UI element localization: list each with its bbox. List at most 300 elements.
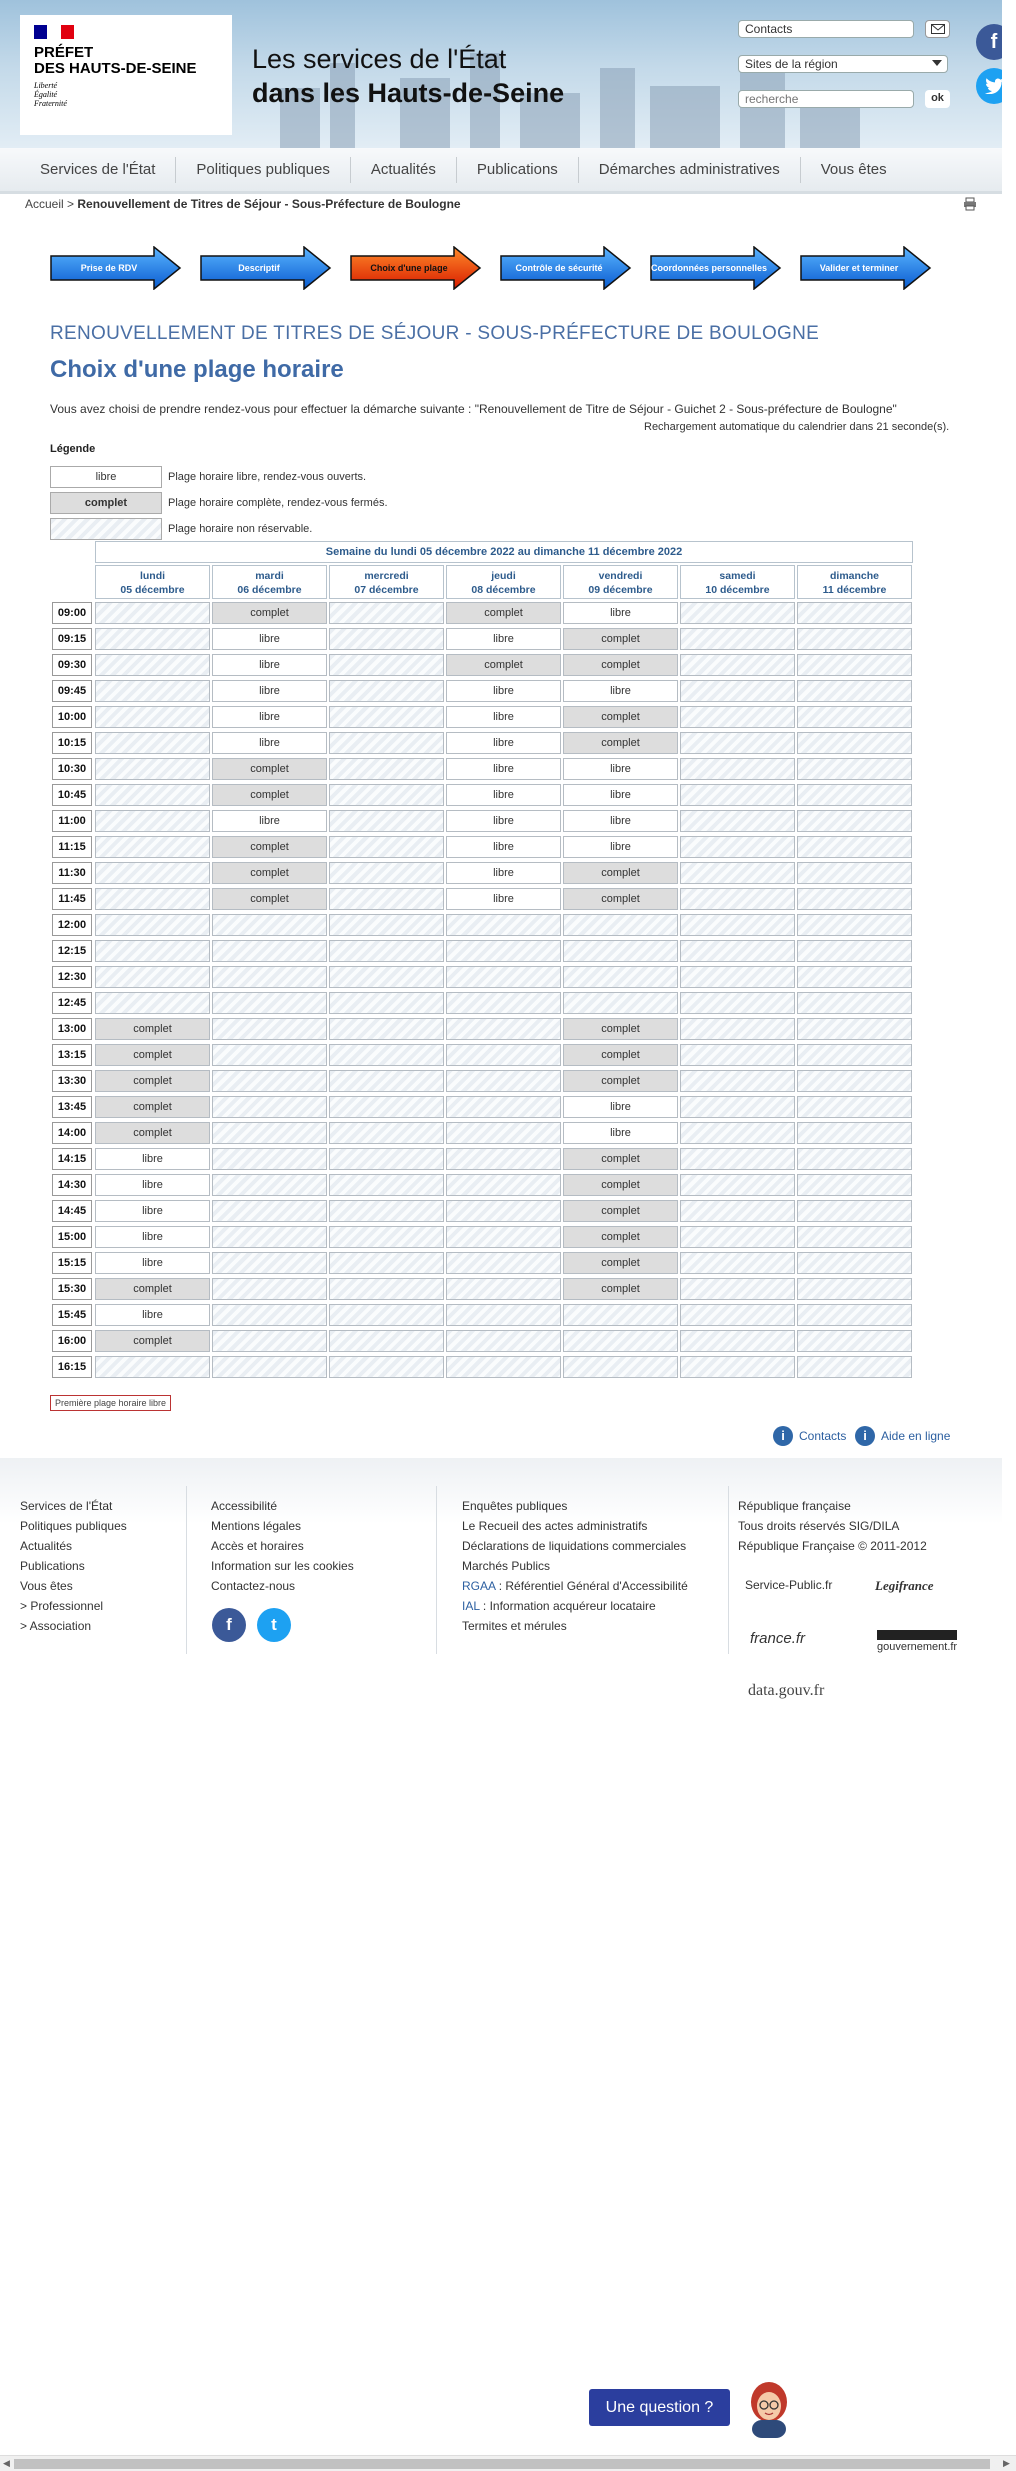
slot-unavailable bbox=[212, 914, 327, 936]
slot-unavailable bbox=[329, 966, 444, 988]
slot-unavailable bbox=[680, 940, 795, 962]
time-label: 10:00 bbox=[52, 706, 92, 728]
slot-unavailable bbox=[212, 1252, 327, 1274]
horizontal-scrollbar[interactable] bbox=[0, 2455, 1016, 2471]
contacts-help-link[interactable]: i Contacts bbox=[773, 1426, 846, 1446]
slot-unavailable bbox=[680, 1278, 795, 1300]
footer-link[interactable]: Actualités bbox=[20, 1539, 73, 1553]
slot-unavailable bbox=[446, 914, 561, 936]
step-descriptif[interactable] bbox=[200, 246, 332, 290]
step-label: Valider et terminer bbox=[819, 263, 899, 273]
footer-link[interactable]: Enquêtes publiques bbox=[462, 1499, 568, 1513]
slot-full: complet bbox=[563, 888, 678, 910]
reload-seconds: 21 bbox=[876, 421, 889, 433]
day-header: lundi 05 décembre bbox=[95, 565, 210, 599]
slot-unavailable bbox=[680, 1226, 795, 1248]
step-label: Prise de RDV bbox=[80, 263, 138, 273]
day-header: vendredi 09 décembre bbox=[563, 565, 678, 599]
page-title: Choix d'une plage horaire bbox=[50, 356, 344, 383]
time-label: 15:15 bbox=[52, 1252, 92, 1274]
slot-unavailable bbox=[680, 1356, 795, 1378]
footer-twitter-icon[interactable]: t bbox=[257, 1608, 291, 1642]
footer-link[interactable]: Contactez-nous bbox=[211, 1579, 296, 1593]
slot-full: complet bbox=[212, 862, 327, 884]
slot-unavailable bbox=[797, 1278, 912, 1300]
footer-link[interactable]: Politiques publiques bbox=[20, 1519, 127, 1533]
slot-unavailable bbox=[680, 1304, 795, 1326]
step-label: Choix d'une plage bbox=[370, 263, 448, 273]
slot-unavailable bbox=[680, 1252, 795, 1274]
time-label: 10:15 bbox=[52, 732, 92, 754]
footer-text: République française bbox=[738, 1499, 851, 1513]
slot-full: complet bbox=[95, 1278, 210, 1300]
slot-unavailable bbox=[329, 1018, 444, 1040]
slot-free[interactable]: libre bbox=[212, 810, 327, 832]
slot-full: complet bbox=[563, 1044, 678, 1066]
slot-unavailable bbox=[329, 1252, 444, 1274]
slot-unavailable bbox=[329, 1070, 444, 1092]
slot-free[interactable]: libre bbox=[95, 1304, 210, 1326]
breadcrumb-separator: > bbox=[67, 197, 75, 211]
nav-item-politiques[interactable]: Politiques publiques bbox=[176, 157, 350, 183]
mail-icon[interactable] bbox=[925, 20, 950, 38]
footer-col-1 bbox=[20, 1496, 127, 1636]
slot-unavailable bbox=[95, 836, 210, 858]
slot-unavailable bbox=[797, 784, 912, 806]
slot-unavailable bbox=[797, 1226, 912, 1248]
time-label: 11:30 bbox=[52, 862, 92, 884]
slot-unavailable bbox=[446, 1226, 561, 1248]
footer-link[interactable]: Marchés Publics bbox=[462, 1559, 551, 1573]
slot-unavailable bbox=[329, 940, 444, 962]
slot-unavailable bbox=[680, 758, 795, 780]
slot-full: complet bbox=[446, 654, 561, 676]
time-label: 10:30 bbox=[52, 758, 92, 780]
reload-notice: Rechargement automatique du calendrier dans 21 seconde(s). bbox=[644, 421, 950, 433]
slot-free[interactable]: libre bbox=[446, 680, 561, 702]
slot-free[interactable]: libre bbox=[212, 628, 327, 650]
slot-full: complet bbox=[95, 1018, 210, 1040]
slot-unavailable bbox=[680, 706, 795, 728]
slot-unavailable bbox=[797, 1070, 912, 1092]
slot-free[interactable]: libre bbox=[95, 1174, 210, 1196]
chevron-down-icon[interactable] bbox=[925, 55, 948, 73]
legend-na-swatch bbox=[50, 518, 162, 540]
footer-col-2 bbox=[211, 1496, 354, 1596]
slot-unavailable bbox=[680, 1174, 795, 1196]
slot-unavailable bbox=[797, 888, 912, 910]
slot-full: complet bbox=[212, 836, 327, 858]
facebook-icon[interactable]: f bbox=[976, 24, 1002, 60]
main-nav bbox=[0, 148, 1002, 194]
nav-item-services[interactable]: Services de l'État bbox=[0, 157, 176, 183]
slot-unavailable bbox=[680, 914, 795, 936]
slot-unavailable bbox=[797, 1044, 912, 1066]
footer-link[interactable]: Vous êtes bbox=[20, 1579, 73, 1593]
slot-unavailable bbox=[446, 1278, 561, 1300]
slot-unavailable bbox=[563, 1330, 678, 1352]
chat-avatar[interactable] bbox=[744, 2380, 794, 2438]
prefet-logo[interactable] bbox=[20, 15, 232, 135]
logo-motto: Liberté Égalité Fraternité bbox=[34, 81, 67, 108]
slot-unavailable bbox=[95, 654, 210, 676]
slot-unavailable bbox=[680, 836, 795, 858]
slot-unavailable bbox=[95, 888, 210, 910]
time-label: 13:45 bbox=[52, 1096, 92, 1118]
slot-unavailable bbox=[797, 810, 912, 832]
footer-link[interactable]: Services de l'État bbox=[20, 1499, 113, 1513]
marianne-flag-icon bbox=[34, 25, 74, 39]
footer-link[interactable]: > Professionnel bbox=[20, 1599, 104, 1613]
footer-link[interactable]: Mentions légales bbox=[211, 1519, 302, 1533]
footer-link[interactable]: Information sur les cookies bbox=[211, 1559, 354, 1573]
slot-unavailable bbox=[329, 1330, 444, 1352]
slot-full: complet bbox=[563, 1252, 678, 1274]
slot-unavailable bbox=[563, 1304, 678, 1326]
slot-free[interactable]: libre bbox=[446, 784, 561, 806]
slot-full: complet bbox=[446, 602, 561, 624]
time-label: 12:15 bbox=[52, 940, 92, 962]
legend-full-text: Plage horaire complète, rendez-vous fermés. bbox=[168, 497, 388, 509]
time-label: 12:00 bbox=[52, 914, 92, 936]
footer-link[interactable]: Accès et horaires bbox=[211, 1539, 304, 1553]
slot-unavailable bbox=[797, 992, 912, 1014]
slot-free[interactable]: libre bbox=[563, 680, 678, 702]
footer-link-rgaa[interactable]: RGAA : Référentiel Général d'Accessibilité bbox=[462, 1579, 688, 1593]
contacts-link[interactable]: Contacts bbox=[738, 20, 914, 38]
site-title-line1: Les services de l'État bbox=[252, 44, 507, 74]
slot-unavailable bbox=[329, 914, 444, 936]
slot-full: complet bbox=[563, 1174, 678, 1196]
slot-free[interactable]: libre bbox=[446, 706, 561, 728]
step-controle-securite bbox=[500, 246, 632, 290]
slot-unavailable bbox=[797, 1174, 912, 1196]
procedure-title: RENOUVELLEMENT DE TITRES DE SÉJOUR - SOUS-PRÉFECTURE DE BOULOGNE bbox=[50, 323, 820, 344]
slot-unavailable bbox=[95, 680, 210, 702]
slot-unavailable bbox=[563, 992, 678, 1014]
footer-link[interactable]: Publications bbox=[20, 1559, 85, 1573]
footer-divider bbox=[436, 1486, 437, 1654]
slot-unavailable bbox=[95, 1356, 210, 1378]
slot-unavailable bbox=[680, 1200, 795, 1222]
site-title bbox=[252, 42, 564, 110]
slot-full: complet bbox=[563, 706, 678, 728]
france-fr-logo[interactable]: france.fr bbox=[750, 1630, 806, 1647]
time-label: 16:15 bbox=[52, 1356, 92, 1378]
nav-item-vous-etes[interactable]: Vous êtes bbox=[820, 160, 887, 178]
slot-unavailable bbox=[680, 784, 795, 806]
slot-free[interactable]: libre bbox=[563, 784, 678, 806]
slot-free[interactable]: libre bbox=[563, 758, 678, 780]
slot-unavailable bbox=[212, 966, 327, 988]
time-label: 15:30 bbox=[52, 1278, 92, 1300]
slot-unavailable bbox=[329, 1174, 444, 1196]
slot-full: complet bbox=[212, 888, 327, 910]
slot-unavailable bbox=[680, 602, 795, 624]
footer-link-ial[interactable]: IAL : Information acquéreur locataire bbox=[462, 1599, 656, 1613]
slot-unavailable bbox=[797, 1252, 912, 1274]
scroll-right-icon[interactable]: ▶ bbox=[1003, 2458, 1010, 2468]
slot-free[interactable]: libre bbox=[446, 836, 561, 858]
slot-unavailable bbox=[329, 836, 444, 858]
slot-unavailable bbox=[212, 992, 327, 1014]
time-label: 16:00 bbox=[52, 1330, 92, 1352]
day-header: jeudi 08 décembre bbox=[446, 565, 561, 599]
skyline-building bbox=[600, 68, 635, 148]
slot-full: complet bbox=[563, 1070, 678, 1092]
slot-free[interactable]: libre bbox=[212, 680, 327, 702]
slot-unavailable bbox=[446, 992, 561, 1014]
progress-steps bbox=[50, 246, 930, 292]
footer-link[interactable]: Déclarations de liquidations commerciales bbox=[462, 1539, 687, 1553]
slot-free[interactable]: libre bbox=[95, 1148, 210, 1170]
breadcrumb-home[interactable]: Accueil bbox=[25, 197, 64, 211]
scrollbar-thumb[interactable] bbox=[14, 2459, 990, 2469]
slot-unavailable bbox=[95, 732, 210, 754]
step-prise-rdv[interactable] bbox=[50, 246, 182, 290]
slot-unavailable bbox=[680, 732, 795, 754]
legend-title: Légende bbox=[50, 443, 96, 455]
first-free-slot-button[interactable]: Première plage horaire libre bbox=[50, 1395, 171, 1411]
time-label: 14:45 bbox=[52, 1200, 92, 1222]
search-input[interactable] bbox=[738, 90, 914, 108]
week-title: Semaine du lundi 05 décembre 2022 au dimanche 11 décembre 2022 bbox=[95, 541, 913, 563]
slot-full: complet bbox=[563, 654, 678, 676]
breadcrumb-current: Renouvellement de Titres de Séjour - Sous-Préfecture de Boulogne bbox=[77, 197, 461, 211]
legend-full bbox=[50, 492, 388, 514]
slot-unavailable bbox=[329, 888, 444, 910]
slot-unavailable bbox=[563, 966, 678, 988]
region-sites-select[interactable]: Sites de la région bbox=[738, 55, 948, 73]
slot-unavailable bbox=[212, 1070, 327, 1092]
slot-unavailable bbox=[446, 1200, 561, 1222]
slot-unavailable bbox=[212, 1304, 327, 1326]
breadcrumb bbox=[25, 197, 461, 211]
slot-unavailable bbox=[680, 966, 795, 988]
slot-unavailable bbox=[680, 1122, 795, 1144]
time-label: 14:15 bbox=[52, 1148, 92, 1170]
info-icon: i bbox=[773, 1426, 793, 1446]
slot-unavailable bbox=[797, 1148, 912, 1170]
slot-unavailable bbox=[563, 914, 678, 936]
footer-link[interactable]: Termites et mérules bbox=[462, 1619, 567, 1633]
slot-unavailable bbox=[797, 862, 912, 884]
slot-unavailable bbox=[797, 628, 912, 650]
slot-unavailable bbox=[680, 862, 795, 884]
slot-unavailable bbox=[212, 1148, 327, 1170]
footer-link[interactable]: > Association bbox=[20, 1619, 92, 1633]
slot-unavailable bbox=[212, 1330, 327, 1352]
slot-unavailable bbox=[329, 732, 444, 754]
slot-unavailable bbox=[212, 1226, 327, 1248]
slot-full: complet bbox=[95, 1096, 210, 1118]
slot-unavailable bbox=[563, 1356, 678, 1378]
slot-unavailable bbox=[212, 940, 327, 962]
slot-full: complet bbox=[563, 1226, 678, 1248]
time-label: 09:45 bbox=[52, 680, 92, 702]
slot-full: complet bbox=[212, 602, 327, 624]
slot-unavailable bbox=[446, 1356, 561, 1378]
slot-free[interactable]: libre bbox=[95, 1252, 210, 1274]
day-header: mercredi 07 décembre bbox=[329, 565, 444, 599]
slot-unavailable bbox=[329, 1044, 444, 1066]
slot-free[interactable]: libre bbox=[446, 810, 561, 832]
day-header: samedi 10 décembre bbox=[680, 565, 795, 599]
time-label: 14:30 bbox=[52, 1174, 92, 1196]
slot-full: complet bbox=[212, 758, 327, 780]
slot-unavailable bbox=[329, 1226, 444, 1248]
slot-unavailable bbox=[446, 1252, 561, 1274]
time-label: 09:00 bbox=[52, 602, 92, 624]
footer-divider bbox=[728, 1486, 729, 1654]
slot-unavailable bbox=[797, 1330, 912, 1352]
slot-unavailable bbox=[95, 914, 210, 936]
step-choix-plage bbox=[350, 246, 482, 290]
nav-item-demarches[interactable]: Démarches administratives bbox=[579, 157, 801, 183]
slot-unavailable bbox=[212, 1122, 327, 1144]
slot-unavailable bbox=[680, 1070, 795, 1092]
twitter-icon[interactable] bbox=[976, 68, 1002, 104]
footer-col-4 bbox=[738, 1496, 927, 1556]
slot-unavailable bbox=[329, 992, 444, 1014]
footer-col-3 bbox=[462, 1496, 688, 1636]
slot-unavailable bbox=[329, 628, 444, 650]
slot-unavailable bbox=[797, 706, 912, 728]
slot-full: complet bbox=[563, 732, 678, 754]
slot-unavailable bbox=[446, 1096, 561, 1118]
slot-unavailable bbox=[446, 966, 561, 988]
legend-na-text: Plage horaire non réservable. bbox=[168, 523, 313, 535]
time-label: 11:15 bbox=[52, 836, 92, 858]
slot-unavailable bbox=[329, 1096, 444, 1118]
slot-free[interactable]: libre bbox=[212, 706, 327, 728]
slot-unavailable bbox=[680, 810, 795, 832]
legifrance-logo[interactable]: Legifrance bbox=[875, 1578, 934, 1593]
time-label: 11:00 bbox=[52, 810, 92, 832]
slot-unavailable bbox=[95, 992, 210, 1014]
slot-free[interactable]: libre bbox=[95, 1226, 210, 1248]
slot-unavailable bbox=[329, 680, 444, 702]
slot-free[interactable]: libre bbox=[446, 862, 561, 884]
online-help-link[interactable]: i Aide en ligne bbox=[855, 1426, 950, 1446]
slot-free[interactable]: libre bbox=[446, 758, 561, 780]
time-label: 13:30 bbox=[52, 1070, 92, 1092]
slot-unavailable bbox=[797, 1200, 912, 1222]
time-label: 12:45 bbox=[52, 992, 92, 1014]
slot-free[interactable]: libre bbox=[212, 654, 327, 676]
slot-unavailable bbox=[95, 940, 210, 962]
slot-free[interactable]: libre bbox=[563, 602, 678, 624]
footer-link[interactable]: Accessibilité bbox=[211, 1499, 278, 1513]
slot-unavailable bbox=[95, 758, 210, 780]
slot-unavailable bbox=[212, 1096, 327, 1118]
slot-unavailable bbox=[95, 810, 210, 832]
slot-full: complet bbox=[212, 784, 327, 806]
time-label: 11:45 bbox=[52, 888, 92, 910]
slot-unavailable bbox=[797, 1356, 912, 1378]
slot-unavailable bbox=[680, 888, 795, 910]
time-label: 10:45 bbox=[52, 784, 92, 806]
slot-unavailable bbox=[446, 1018, 561, 1040]
slot-free[interactable]: libre bbox=[95, 1200, 210, 1222]
slot-unavailable bbox=[563, 940, 678, 962]
slot-free[interactable]: libre bbox=[563, 810, 678, 832]
site-title-line2: dans les Hauts-de-Seine bbox=[252, 78, 565, 108]
slot-full: complet bbox=[563, 1278, 678, 1300]
slot-free[interactable]: libre bbox=[563, 836, 678, 858]
time-label: 13:00 bbox=[52, 1018, 92, 1040]
slot-free[interactable]: libre bbox=[563, 1122, 678, 1144]
slot-unavailable bbox=[797, 1304, 912, 1326]
slot-unavailable bbox=[212, 1018, 327, 1040]
nav-item-actualites[interactable]: Actualités bbox=[351, 157, 457, 183]
time-label: 14:00 bbox=[52, 1122, 92, 1144]
slot-unavailable bbox=[680, 1018, 795, 1040]
slot-unavailable bbox=[329, 1148, 444, 1170]
slot-unavailable bbox=[212, 1200, 327, 1222]
footer-link[interactable]: Le Recueil des actes administratifs bbox=[462, 1519, 648, 1533]
slot-unavailable bbox=[797, 680, 912, 702]
slot-full: complet bbox=[95, 1044, 210, 1066]
legend-na bbox=[50, 518, 312, 540]
chat-question-button[interactable]: Une question ? bbox=[589, 2389, 730, 2426]
slot-unavailable bbox=[95, 628, 210, 650]
slot-unavailable bbox=[212, 1356, 327, 1378]
slot-unavailable bbox=[329, 706, 444, 728]
slot-unavailable bbox=[329, 1356, 444, 1378]
slot-full: complet bbox=[563, 628, 678, 650]
slot-free[interactable]: libre bbox=[446, 888, 561, 910]
slot-free[interactable]: libre bbox=[446, 732, 561, 754]
site-header bbox=[0, 0, 1002, 148]
slot-unavailable bbox=[797, 966, 912, 988]
nav-item-publications[interactable]: Publications bbox=[457, 157, 579, 183]
data-gouv-logo[interactable]: data.gouv.fr bbox=[748, 1682, 825, 1699]
scroll-left-icon[interactable]: ◀ bbox=[3, 2458, 10, 2468]
slot-full: complet bbox=[563, 1148, 678, 1170]
slot-unavailable bbox=[797, 1018, 912, 1040]
search-button[interactable]: ok bbox=[925, 90, 950, 108]
slot-unavailable bbox=[329, 784, 444, 806]
logo-title: PRÉFET DES HAUTS-DE-SEINE bbox=[34, 44, 197, 77]
slot-unavailable bbox=[446, 1304, 561, 1326]
print-icon[interactable] bbox=[963, 197, 977, 214]
service-public-logo[interactable]: Service-Public.fr bbox=[745, 1578, 833, 1592]
time-label: 12:30 bbox=[52, 966, 92, 988]
slot-unavailable bbox=[680, 992, 795, 1014]
footer-facebook-icon[interactable]: f bbox=[212, 1608, 246, 1642]
gouvernement-logo[interactable]: gouvernement.fr bbox=[877, 1630, 957, 1653]
time-label: 13:15 bbox=[52, 1044, 92, 1066]
time-label: 09:30 bbox=[52, 654, 92, 676]
slot-unavailable bbox=[446, 1044, 561, 1066]
legend-free-text: Plage horaire libre, rendez-vous ouverts. bbox=[168, 471, 367, 483]
info-icon: i bbox=[855, 1426, 875, 1446]
slot-unavailable bbox=[329, 1122, 444, 1144]
slot-free[interactable]: libre bbox=[446, 628, 561, 650]
slot-free[interactable]: libre bbox=[212, 732, 327, 754]
slot-full: complet bbox=[95, 1330, 210, 1352]
slot-unavailable bbox=[95, 706, 210, 728]
legend-full-swatch: complet bbox=[50, 492, 162, 514]
slot-free[interactable]: libre bbox=[563, 1096, 678, 1118]
slot-unavailable bbox=[797, 914, 912, 936]
slot-unavailable bbox=[329, 862, 444, 884]
slot-unavailable bbox=[446, 940, 561, 962]
slot-unavailable bbox=[446, 1148, 561, 1170]
slot-unavailable bbox=[446, 1330, 561, 1352]
slot-unavailable bbox=[329, 1304, 444, 1326]
